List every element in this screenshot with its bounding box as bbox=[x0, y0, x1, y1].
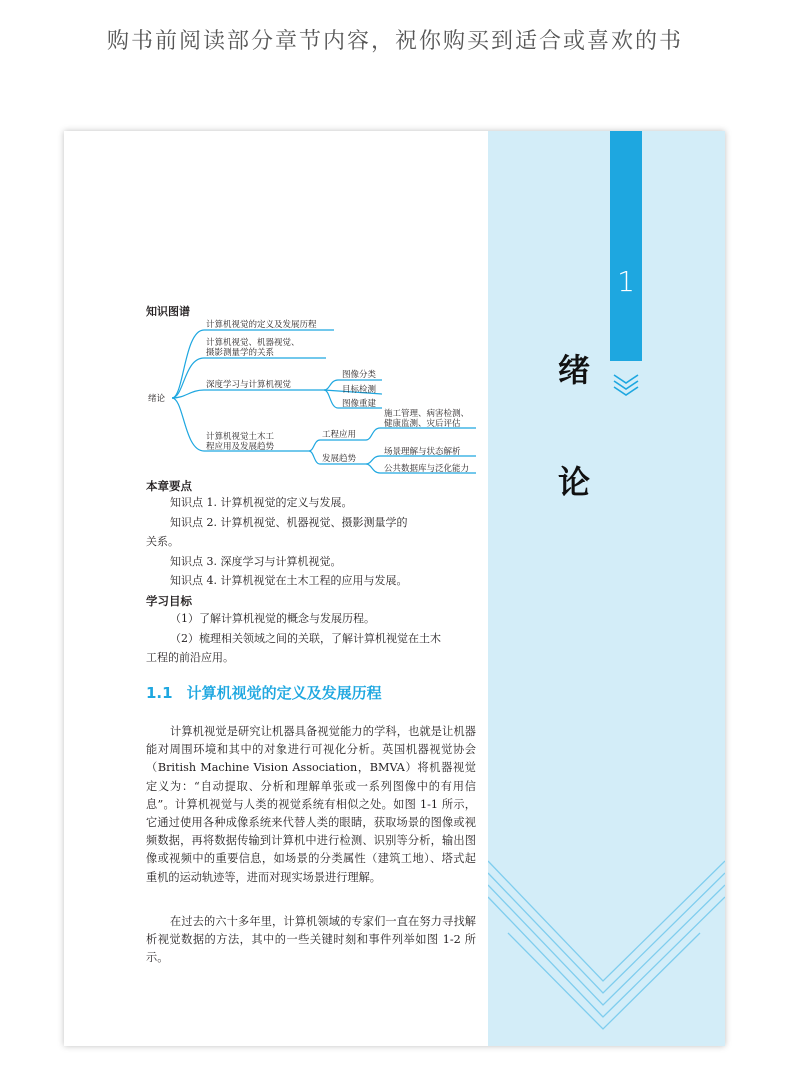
decorative-chevron-lines bbox=[488, 821, 725, 1046]
mindmap-branch-4-line-2: 程应用及发展趋势 bbox=[206, 442, 275, 452]
goals-heading: 学习目标 bbox=[146, 594, 192, 608]
key-point-1: 知识点 1. 计算机视觉的定义与发展。 bbox=[170, 496, 353, 509]
mindmap-branch-4-a-line-1: 施工管理、病害检测、 bbox=[384, 409, 470, 419]
section-number: 1.1 bbox=[146, 684, 173, 702]
mindmap-root: 绪论 bbox=[148, 394, 166, 404]
chapter-title-char-1: 绪 bbox=[558, 351, 591, 389]
chevron-down-icon bbox=[610, 371, 642, 397]
chapter-number: 1 bbox=[617, 265, 635, 298]
mindmap-labels bbox=[144, 316, 484, 486]
key-points-heading: 本章要点 bbox=[146, 479, 192, 493]
chapter-tab bbox=[610, 131, 642, 361]
chapter-title-char-2: 论 bbox=[558, 463, 591, 501]
goal-2-line-1: （2）梳理相关领域之间的关联，了解计算机视觉在土木 bbox=[170, 632, 441, 645]
paragraph-1: 计算机视觉是研究让机器具备视觉能力的学科，也就是让机器能对周围环境和其中的对象进行可视化分析。英国机器视觉协会（British Machine Vision Association，BMVA）将机器视觉定义为：“自动提取、分析和理解单张或一系列图像中的有用信息”。计算机视觉与人类的视觉系统有相似之处。如图 1-1 所示，它通过使用各种成像系统来代替人类的眼睛，获取场景的图像或视频数据，再将数据传输到计算机中进行检测、识别等分析，输出图像或视频中的重要信息，如场景的分类属性（建筑工地）、塔式起重机的运动轨迹等，进而对现实场景进行理解。 bbox=[146, 725, 476, 884]
book-page bbox=[64, 131, 725, 1046]
mindmap-branch-4-a-line-2: 健康监测、灾后评估 bbox=[384, 419, 461, 429]
key-point-2-line-1: 知识点 2. 计算机视觉、机器视觉、摄影测量学的 bbox=[170, 516, 408, 529]
mindmap-branch-4-b: 发展趋势 bbox=[322, 454, 357, 464]
mindmap-branch-3: 深度学习与计算机视觉 bbox=[206, 380, 292, 390]
mindmap-branch-4-b-child-2: 公共数据库与泛化能力 bbox=[384, 464, 470, 474]
top-banner: 购书前阅读部分章节内容，祝你购买到适合或喜欢的书 bbox=[106, 29, 683, 54]
chapter-sidebar bbox=[488, 131, 725, 1046]
goal-1: （1）了解计算机视觉的概念与发展历程。 bbox=[170, 612, 375, 625]
mindmap-branch-2-line-1: 计算机视觉、机器视觉、 bbox=[206, 338, 300, 348]
mindmap-branch-4-b-child-1: 场景理解与状态解析 bbox=[384, 447, 461, 457]
key-point-4: 知识点 4. 计算机视觉在土木工程的应用与发展。 bbox=[170, 574, 408, 587]
paragraph-2: 在过去的六十多年里，计算机领域的专家们一直在努力寻找解析视觉数据的方法，其中的一些关键时刻和事件列举如图 1-2 所示。 bbox=[146, 915, 476, 965]
mindmap-branch-3-child-1: 图像分类 bbox=[342, 370, 377, 380]
key-point-3: 知识点 3. 深度学习与计算机视觉。 bbox=[170, 555, 342, 568]
section-title: 计算机视觉的定义及发展历程 bbox=[186, 684, 382, 702]
mindmap-branch-3-child-3: 图像重建 bbox=[342, 399, 377, 409]
mindmap-branch-4-line-1: 计算机视觉土木工 bbox=[206, 432, 275, 442]
mindmap-branch-1: 计算机视觉的定义及发展历程 bbox=[206, 320, 317, 330]
mindmap-branch-3-child-2: 目标检测 bbox=[342, 385, 377, 395]
mindmap-heading: 知识图谱 bbox=[146, 305, 190, 318]
section-heading bbox=[146, 682, 382, 703]
goal-2-line-2: 工程的前沿应用。 bbox=[146, 651, 234, 664]
mindmap-branch-4-a: 工程应用 bbox=[322, 430, 357, 440]
mindmap-branch-2-line-2: 摄影测量学的关系 bbox=[206, 348, 275, 358]
key-point-2-line-2: 关系。 bbox=[146, 535, 179, 548]
